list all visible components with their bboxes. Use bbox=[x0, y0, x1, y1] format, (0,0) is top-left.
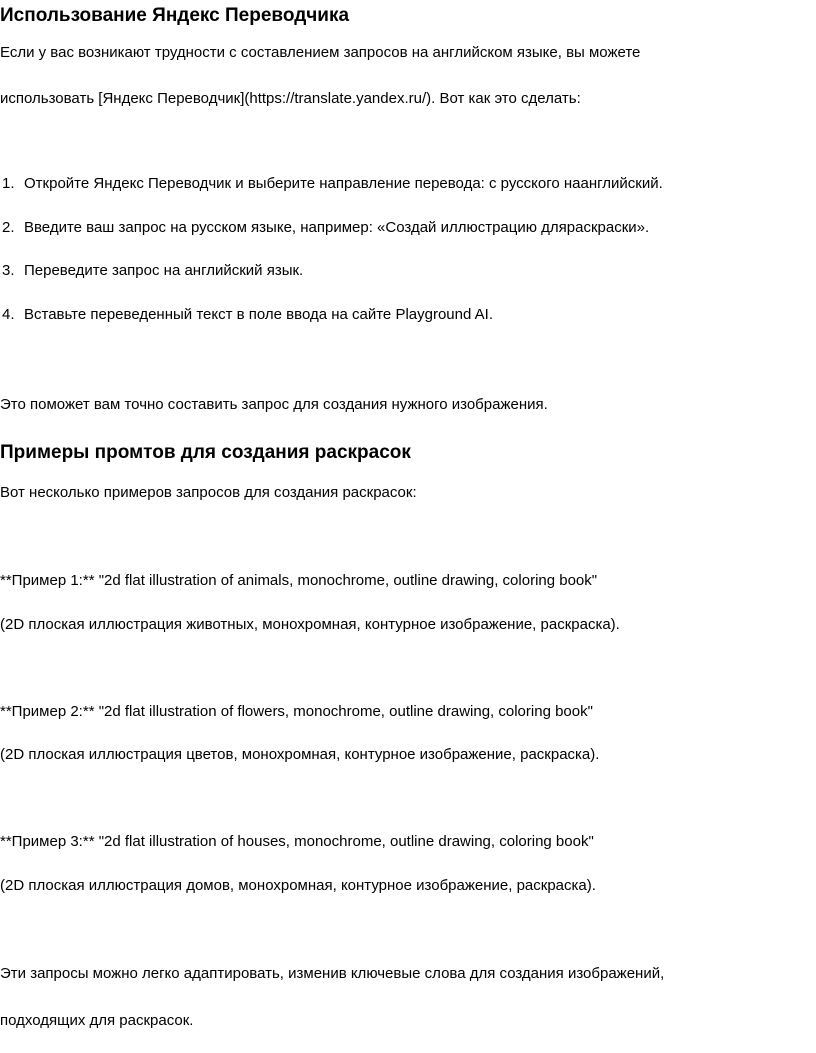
list-item bbox=[2, 174, 663, 194]
list-item-text: Откройте Яндекс Переводчик и выберите направление перевода: с русского наанглийский. bbox=[24, 175, 663, 192]
list-item-number: 4. bbox=[2, 306, 15, 323]
list-item bbox=[2, 261, 303, 281]
list-item-number: 3. bbox=[2, 262, 15, 279]
example-translation-2: (2D плоская иллюстрация цветов, монохромная, контурное изображение, раскраска). bbox=[0, 746, 600, 763]
example-prompt-1: **Пример 1:** "2d flat illustration of animals, monochrome, outline drawing, coloring book" bbox=[0, 572, 598, 589]
list-item-number: 2. bbox=[2, 219, 15, 236]
closing-paragraph-line-1: Эти запросы можно легко адаптировать, изменив ключевые слова для создания изображений, bbox=[0, 965, 665, 982]
outro-paragraph: Это поможет вам точно составить запрос для создания нужного изображения. bbox=[0, 396, 548, 413]
intro-paragraph-line-1: Если у вас возникают трудности с составлением запросов на английском языке, вы можете bbox=[0, 44, 641, 61]
example-prompt-2: **Пример 2:** "2d flat illustration of flowers, monochrome, outline drawing, coloring book" bbox=[0, 703, 593, 720]
list-item-text: Переведите запрос на английский язык. bbox=[24, 262, 304, 279]
examples-intro: Вот несколько примеров запросов для создания раскрасок: bbox=[0, 484, 417, 501]
list-item-number: 1. bbox=[2, 175, 15, 192]
list-item bbox=[2, 305, 493, 325]
list-item-text: Вставьте переведенный текст в поле ввода на сайте Playground AI. bbox=[24, 306, 494, 323]
list-item bbox=[2, 218, 649, 238]
example-translation-1: (2D плоская иллюстрация животных, монохромная, контурное изображение, раскраска). bbox=[0, 616, 620, 633]
closing-paragraph-line-2: подходящих для раскрасок. bbox=[0, 1012, 194, 1029]
list-item-text: Введите ваш запрос на русском языке, например: «Создай иллюстрацию дляраскраски». bbox=[24, 219, 650, 236]
example-translation-3: (2D плоская иллюстрация домов, монохромная, контурное изображение, раскраска). bbox=[0, 877, 596, 894]
intro-paragraph-line-2: использовать [Яндекс Переводчик](https://translate.yandex.ru/). Вот как это сделать: bbox=[0, 90, 581, 107]
section-heading-prompts: Примеры промтов для создания раскрасок bbox=[0, 442, 411, 463]
example-prompt-3: **Пример 3:** "2d flat illustration of houses, monochrome, outline drawing, coloring book" bbox=[0, 833, 594, 850]
section-heading-yandex: Использование Яндекс Переводчика bbox=[0, 5, 350, 26]
